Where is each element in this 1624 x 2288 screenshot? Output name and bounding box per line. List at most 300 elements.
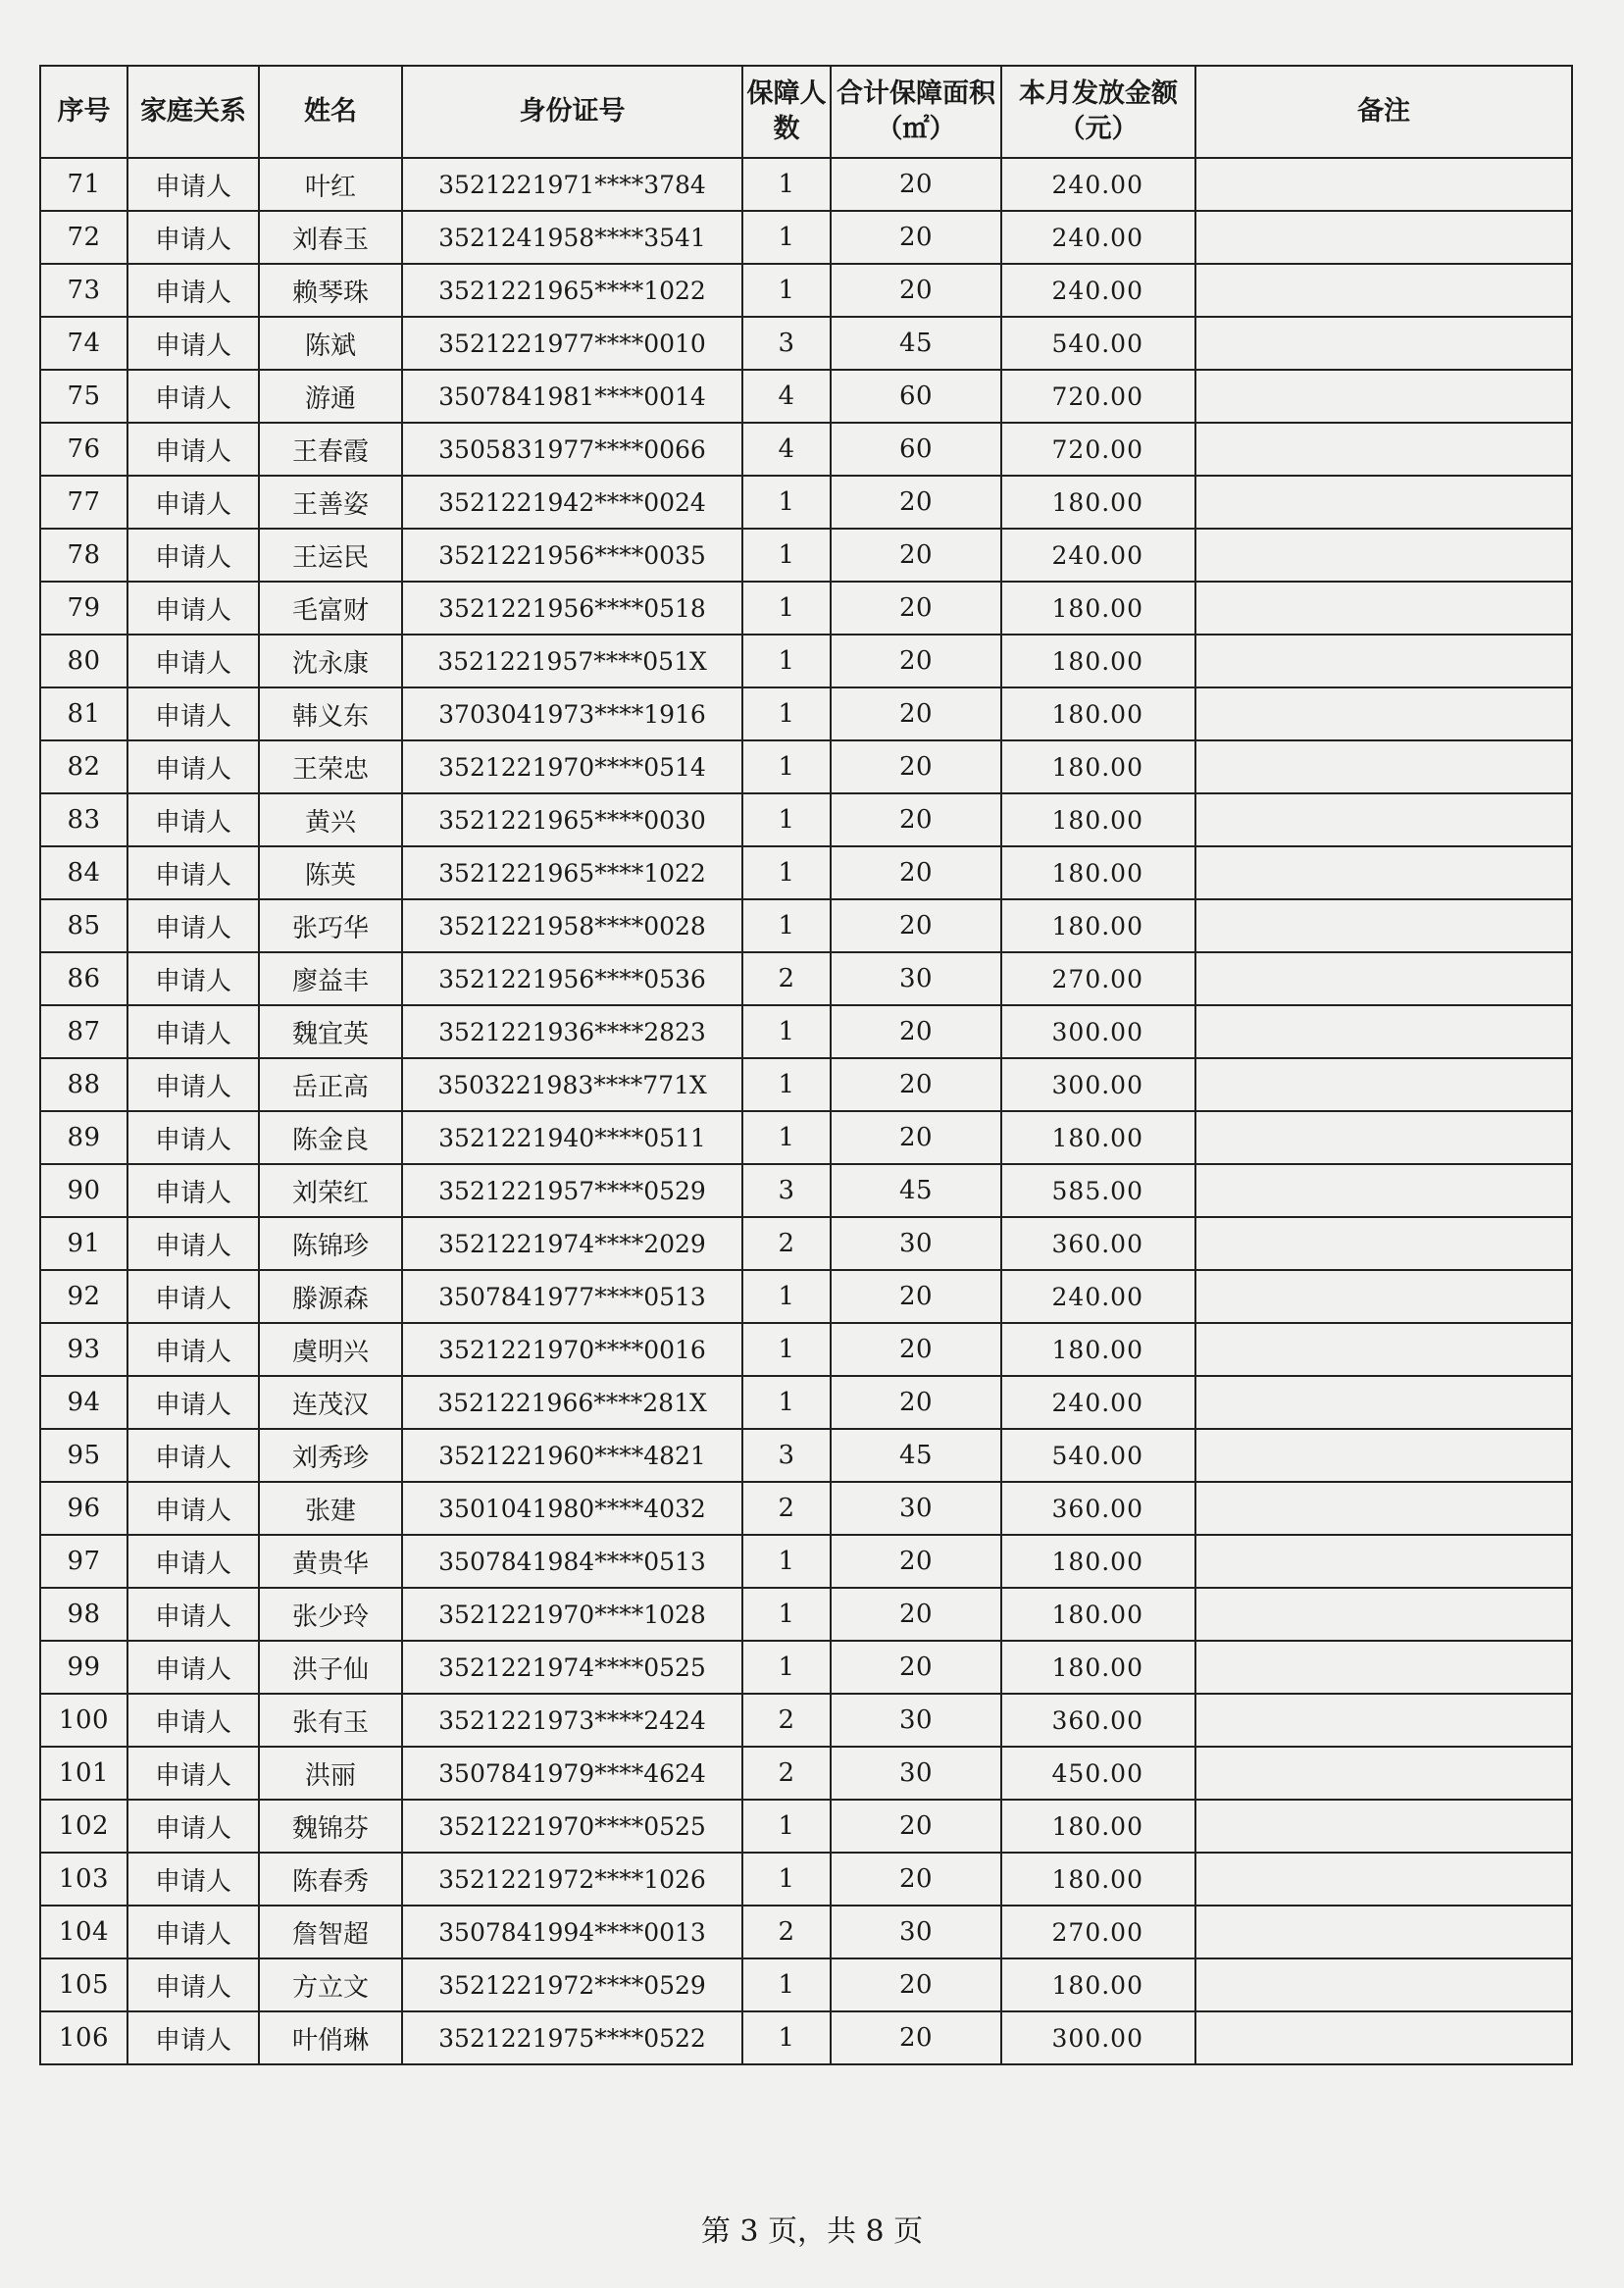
row-name: 陈锦珍: [259, 1217, 402, 1270]
row-seq: 93: [40, 1323, 127, 1376]
row-relation: 申请人: [127, 793, 259, 846]
row-area: 20: [831, 793, 1001, 846]
row-seq: 106: [40, 2011, 127, 2064]
row-id-number: 3507841994****0013: [402, 1906, 742, 1958]
row-id-number: 3521221956****0035: [402, 529, 742, 582]
row-name: 魏锦芬: [259, 1800, 402, 1853]
row-area: 20: [831, 740, 1001, 793]
header-amount: 本月发放金额（元）: [1001, 66, 1195, 158]
row-amount: 180.00: [1001, 1323, 1195, 1376]
row-remark: [1195, 211, 1572, 264]
row-amount: 180.00: [1001, 899, 1195, 952]
row-area: 20: [831, 687, 1001, 740]
row-area: 20: [831, 1588, 1001, 1641]
table-row: [40, 740, 1572, 793]
row-persons: 1: [742, 582, 831, 635]
row-persons: 1: [742, 1588, 831, 1641]
row-area: 30: [831, 1747, 1001, 1800]
row-persons: 1: [742, 1111, 831, 1164]
row-amount: 240.00: [1001, 264, 1195, 317]
row-name: 陈英: [259, 846, 402, 899]
row-amount: 180.00: [1001, 1800, 1195, 1853]
row-area: 45: [831, 1164, 1001, 1217]
row-persons: 1: [742, 2011, 831, 2064]
row-persons: 4: [742, 423, 831, 476]
row-area: 20: [831, 1958, 1001, 2011]
row-name: 魏宜英: [259, 1005, 402, 1058]
row-amount: 540.00: [1001, 1429, 1195, 1482]
row-seq: 75: [40, 370, 127, 423]
row-persons: 1: [742, 687, 831, 740]
row-seq: 88: [40, 1058, 127, 1111]
row-relation: 申请人: [127, 1005, 259, 1058]
row-persons: 2: [742, 1747, 831, 1800]
row-id-number: 3521221957****0529: [402, 1164, 742, 1217]
row-id-number: 3521221971****3784: [402, 158, 742, 211]
table-row: [40, 793, 1572, 846]
row-name: 陈金良: [259, 1111, 402, 1164]
row-id-number: 3521221974****2029: [402, 1217, 742, 1270]
table-row: [40, 1853, 1572, 1906]
table-row: [40, 317, 1572, 370]
row-name: 詹智超: [259, 1906, 402, 1958]
row-remark: [1195, 264, 1572, 317]
row-relation: 申请人: [127, 1641, 259, 1694]
row-relation: 申请人: [127, 1906, 259, 1958]
row-relation: 申请人: [127, 211, 259, 264]
row-remark: [1195, 1270, 1572, 1323]
row-name: 方立文: [259, 1958, 402, 2011]
row-remark: [1195, 1058, 1572, 1111]
row-id-number: 3521221970****1028: [402, 1588, 742, 1641]
row-area: 20: [831, 1853, 1001, 1906]
table-row: [40, 1641, 1572, 1694]
row-remark: [1195, 899, 1572, 952]
row-amount: 180.00: [1001, 1588, 1195, 1641]
row-seq: 92: [40, 1270, 127, 1323]
row-remark: [1195, 476, 1572, 529]
table-row: [40, 1800, 1572, 1853]
row-amount: 180.00: [1001, 1535, 1195, 1588]
row-relation: 申请人: [127, 423, 259, 476]
row-id-number: 3521221970****0514: [402, 740, 742, 793]
row-name: 滕源森: [259, 1270, 402, 1323]
row-relation: 申请人: [127, 1482, 259, 1535]
table-row: [40, 1906, 1572, 1958]
table-row: [40, 1164, 1572, 1217]
row-area: 30: [831, 1694, 1001, 1747]
table-row: [40, 1482, 1572, 1535]
table-row: [40, 1747, 1572, 1800]
row-persons: 2: [742, 1694, 831, 1747]
row-area: 20: [831, 529, 1001, 582]
row-relation: 申请人: [127, 317, 259, 370]
row-amount: 240.00: [1001, 1270, 1195, 1323]
row-seq: 98: [40, 1588, 127, 1641]
row-seq: 85: [40, 899, 127, 952]
row-remark: [1195, 158, 1572, 211]
row-relation: 申请人: [127, 1376, 259, 1429]
table-row: [40, 158, 1572, 211]
row-persons: 3: [742, 317, 831, 370]
row-name: 洪丽: [259, 1747, 402, 1800]
row-amount: 360.00: [1001, 1217, 1195, 1270]
row-relation: 申请人: [127, 1747, 259, 1800]
header-name: 姓名: [259, 66, 402, 158]
row-area: 20: [831, 1800, 1001, 1853]
header-id-number: 身份证号: [402, 66, 742, 158]
row-remark: [1195, 1005, 1572, 1058]
row-amount: 180.00: [1001, 740, 1195, 793]
table-row: [40, 211, 1572, 264]
table-row: [40, 1429, 1572, 1482]
row-name: 岳正高: [259, 1058, 402, 1111]
row-id-number: 3503221983****771X: [402, 1058, 742, 1111]
row-seq: 102: [40, 1800, 127, 1853]
row-id-number: 3521221966****281X: [402, 1376, 742, 1429]
row-persons: 1: [742, 793, 831, 846]
row-remark: [1195, 1111, 1572, 1164]
row-persons: 3: [742, 1164, 831, 1217]
row-area: 20: [831, 1111, 1001, 1164]
row-area: 20: [831, 1641, 1001, 1694]
row-persons: 2: [742, 1217, 831, 1270]
row-seq: 104: [40, 1906, 127, 1958]
row-area: 20: [831, 582, 1001, 635]
row-name: 毛富财: [259, 582, 402, 635]
row-persons: 1: [742, 264, 831, 317]
row-amount: 720.00: [1001, 423, 1195, 476]
row-name: 游通: [259, 370, 402, 423]
row-remark: [1195, 1641, 1572, 1694]
row-amount: 240.00: [1001, 1376, 1195, 1429]
row-id-number: 3521221972****1026: [402, 1853, 742, 1906]
row-seq: 97: [40, 1535, 127, 1588]
row-seq: 100: [40, 1694, 127, 1747]
row-relation: 申请人: [127, 1958, 259, 2011]
row-relation: 申请人: [127, 2011, 259, 2064]
row-seq: 89: [40, 1111, 127, 1164]
row-id-number: 3521221965****1022: [402, 846, 742, 899]
row-remark: [1195, 635, 1572, 687]
row-remark: [1195, 1588, 1572, 1641]
row-id-number: 3507841984****0513: [402, 1535, 742, 1588]
table-row: [40, 1111, 1572, 1164]
table-row: [40, 582, 1572, 635]
row-remark: [1195, 846, 1572, 899]
row-persons: 1: [742, 899, 831, 952]
page-footer: 第 3 页，共 8 页: [700, 2214, 924, 2249]
row-seq: 87: [40, 1005, 127, 1058]
row-remark: [1195, 1217, 1572, 1270]
row-relation: 申请人: [127, 158, 259, 211]
row-id-number: 3521221956****0536: [402, 952, 742, 1005]
row-area: 20: [831, 158, 1001, 211]
row-relation: 申请人: [127, 1853, 259, 1906]
row-name: 刘春玉: [259, 211, 402, 264]
table-row: [40, 1323, 1572, 1376]
row-amount: 270.00: [1001, 1906, 1195, 1958]
row-remark: [1195, 1376, 1572, 1429]
table-row: [40, 952, 1572, 1005]
row-relation: 申请人: [127, 1270, 259, 1323]
row-id-number: 3521221936****2823: [402, 1005, 742, 1058]
row-relation: 申请人: [127, 952, 259, 1005]
row-amount: 180.00: [1001, 687, 1195, 740]
row-area: 30: [831, 1482, 1001, 1535]
row-area: 20: [831, 264, 1001, 317]
table-header-row: [40, 66, 1572, 158]
row-id-number: 3521221957****051X: [402, 635, 742, 687]
row-amount: 585.00: [1001, 1164, 1195, 1217]
row-seq: 94: [40, 1376, 127, 1429]
row-name: 韩义东: [259, 687, 402, 740]
row-relation: 申请人: [127, 1588, 259, 1641]
header-persons: 保障人数: [742, 66, 831, 158]
row-seq: 84: [40, 846, 127, 899]
row-relation: 申请人: [127, 1429, 259, 1482]
row-id-number: 3507841981****0014: [402, 370, 742, 423]
table-row: [40, 635, 1572, 687]
row-area: 20: [831, 1323, 1001, 1376]
row-remark: [1195, 1164, 1572, 1217]
row-id-number: 3521221965****0030: [402, 793, 742, 846]
row-area: 60: [831, 370, 1001, 423]
row-relation: 申请人: [127, 899, 259, 952]
row-amount: 300.00: [1001, 1058, 1195, 1111]
row-id-number: 3521221942****0024: [402, 476, 742, 529]
row-persons: 1: [742, 1853, 831, 1906]
row-relation: 申请人: [127, 264, 259, 317]
table-row: [40, 2011, 1572, 2064]
row-id-number: 3507841979****4624: [402, 1747, 742, 1800]
row-seq: 105: [40, 1958, 127, 2011]
row-remark: [1195, 1694, 1572, 1747]
row-id-number: 3521221975****0522: [402, 2011, 742, 2064]
row-amount: 180.00: [1001, 635, 1195, 687]
row-remark: [1195, 370, 1572, 423]
row-amount: 300.00: [1001, 2011, 1195, 2064]
row-area: 30: [831, 952, 1001, 1005]
table-row: [40, 1588, 1572, 1641]
table-row: [40, 476, 1572, 529]
row-remark: [1195, 1323, 1572, 1376]
row-area: 20: [831, 476, 1001, 529]
row-persons: 1: [742, 1005, 831, 1058]
row-id-number: 3703041973****1916: [402, 687, 742, 740]
row-name: 王运民: [259, 529, 402, 582]
row-persons: 1: [742, 529, 831, 582]
row-persons: 1: [742, 476, 831, 529]
row-amount: 360.00: [1001, 1694, 1195, 1747]
row-amount: 360.00: [1001, 1482, 1195, 1535]
row-remark: [1195, 1800, 1572, 1853]
row-seq: 91: [40, 1217, 127, 1270]
header-seq: 序号: [40, 66, 127, 158]
row-persons: 1: [742, 635, 831, 687]
row-name: 王春霞: [259, 423, 402, 476]
row-name: 叶红: [259, 158, 402, 211]
row-seq: 76: [40, 423, 127, 476]
row-id-number: 3521221956****0518: [402, 582, 742, 635]
row-id-number: 3521221965****1022: [402, 264, 742, 317]
table-row: [40, 1005, 1572, 1058]
row-area: 20: [831, 899, 1001, 952]
row-relation: 申请人: [127, 582, 259, 635]
row-id-number: 3507841977****0513: [402, 1270, 742, 1323]
row-seq: 99: [40, 1641, 127, 1694]
row-area: 20: [831, 1058, 1001, 1111]
row-relation: 申请人: [127, 1164, 259, 1217]
row-seq: 72: [40, 211, 127, 264]
row-area: 30: [831, 1217, 1001, 1270]
row-id-number: 3521221940****0511: [402, 1111, 742, 1164]
row-name: 黄兴: [259, 793, 402, 846]
row-amount: 240.00: [1001, 158, 1195, 211]
row-seq: 77: [40, 476, 127, 529]
row-seq: 96: [40, 1482, 127, 1535]
row-relation: 申请人: [127, 1800, 259, 1853]
row-name: 沈永康: [259, 635, 402, 687]
row-amount: 240.00: [1001, 529, 1195, 582]
row-relation: 申请人: [127, 370, 259, 423]
row-remark: [1195, 1958, 1572, 2011]
table-row: [40, 1376, 1572, 1429]
row-area: 20: [831, 846, 1001, 899]
row-amount: 300.00: [1001, 1005, 1195, 1058]
row-name: 张少玲: [259, 1588, 402, 1641]
row-name: 廖益丰: [259, 952, 402, 1005]
row-remark: [1195, 1535, 1572, 1588]
table-row: [40, 687, 1572, 740]
row-persons: 1: [742, 158, 831, 211]
row-name: 黄贵华: [259, 1535, 402, 1588]
row-id-number: 3521221973****2424: [402, 1694, 742, 1747]
row-name: 陈春秀: [259, 1853, 402, 1906]
row-remark: [1195, 952, 1572, 1005]
row-name: 刘荣红: [259, 1164, 402, 1217]
row-persons: 1: [742, 211, 831, 264]
table-row: [40, 1535, 1572, 1588]
row-persons: 1: [742, 1535, 831, 1588]
row-amount: 240.00: [1001, 211, 1195, 264]
row-amount: 270.00: [1001, 952, 1195, 1005]
row-relation: 申请人: [127, 1217, 259, 1270]
row-persons: 4: [742, 370, 831, 423]
row-amount: 450.00: [1001, 1747, 1195, 1800]
row-persons: 1: [742, 740, 831, 793]
row-id-number: 3501041980****4032: [402, 1482, 742, 1535]
row-persons: 2: [742, 952, 831, 1005]
row-remark: [1195, 1747, 1572, 1800]
row-area: 20: [831, 2011, 1001, 2064]
row-remark: [1195, 2011, 1572, 2064]
row-amount: 180.00: [1001, 1641, 1195, 1694]
row-name: 刘秀珍: [259, 1429, 402, 1482]
row-relation: 申请人: [127, 1535, 259, 1588]
table-row: [40, 423, 1572, 476]
row-name: 赖琴珠: [259, 264, 402, 317]
row-area: 45: [831, 1429, 1001, 1482]
row-area: 20: [831, 1270, 1001, 1323]
row-seq: 90: [40, 1164, 127, 1217]
row-area: 20: [831, 1535, 1001, 1588]
row-relation: 申请人: [127, 1694, 259, 1747]
row-persons: 1: [742, 846, 831, 899]
row-area: 20: [831, 1005, 1001, 1058]
table-row: [40, 899, 1572, 952]
row-remark: [1195, 687, 1572, 740]
row-persons: 1: [742, 1641, 831, 1694]
row-remark: [1195, 740, 1572, 793]
row-area: 45: [831, 317, 1001, 370]
row-persons: 1: [742, 1058, 831, 1111]
row-persons: 1: [742, 1800, 831, 1853]
header-area: 合计保障面积（㎡）: [831, 66, 1001, 158]
table-row: [40, 1058, 1572, 1111]
table-row: [40, 846, 1572, 899]
row-area: 20: [831, 211, 1001, 264]
row-relation: 申请人: [127, 687, 259, 740]
row-remark: [1195, 793, 1572, 846]
row-persons: 2: [742, 1482, 831, 1535]
row-seq: 81: [40, 687, 127, 740]
row-seq: 78: [40, 529, 127, 582]
row-remark: [1195, 423, 1572, 476]
row-name: 虞明兴: [259, 1323, 402, 1376]
header-relation: 家庭关系: [127, 66, 259, 158]
row-amount: 180.00: [1001, 1853, 1195, 1906]
table-row: [40, 1694, 1572, 1747]
row-name: 张巧华: [259, 899, 402, 952]
row-amount: 180.00: [1001, 793, 1195, 846]
row-remark: [1195, 317, 1572, 370]
row-id-number: 3521221974****0525: [402, 1641, 742, 1694]
header-remark: 备注: [1195, 66, 1572, 158]
row-seq: 101: [40, 1747, 127, 1800]
table-row: [40, 1958, 1572, 2011]
row-persons: 2: [742, 1906, 831, 1958]
row-amount: 180.00: [1001, 1111, 1195, 1164]
row-seq: 103: [40, 1853, 127, 1906]
row-seq: 71: [40, 158, 127, 211]
row-seq: 79: [40, 582, 127, 635]
subsidy-table: [39, 65, 1573, 2065]
row-persons: 1: [742, 1958, 831, 2011]
row-relation: 申请人: [127, 1111, 259, 1164]
row-seq: 80: [40, 635, 127, 687]
table-row: [40, 264, 1572, 317]
row-id-number: 3521221960****4821: [402, 1429, 742, 1482]
row-amount: 540.00: [1001, 317, 1195, 370]
row-id-number: 3521241958****3541: [402, 211, 742, 264]
row-id-number: 3521221972****0529: [402, 1958, 742, 2011]
row-seq: 86: [40, 952, 127, 1005]
row-seq: 83: [40, 793, 127, 846]
row-relation: 申请人: [127, 1058, 259, 1111]
row-id-number: 3505831977****0066: [402, 423, 742, 476]
row-relation: 申请人: [127, 635, 259, 687]
row-relation: 申请人: [127, 846, 259, 899]
row-area: 60: [831, 423, 1001, 476]
row-relation: 申请人: [127, 740, 259, 793]
row-persons: 1: [742, 1270, 831, 1323]
row-remark: [1195, 529, 1572, 582]
row-amount: 180.00: [1001, 1958, 1195, 2011]
row-area: 30: [831, 1906, 1001, 1958]
row-name: 张建: [259, 1482, 402, 1535]
row-amount: 180.00: [1001, 476, 1195, 529]
